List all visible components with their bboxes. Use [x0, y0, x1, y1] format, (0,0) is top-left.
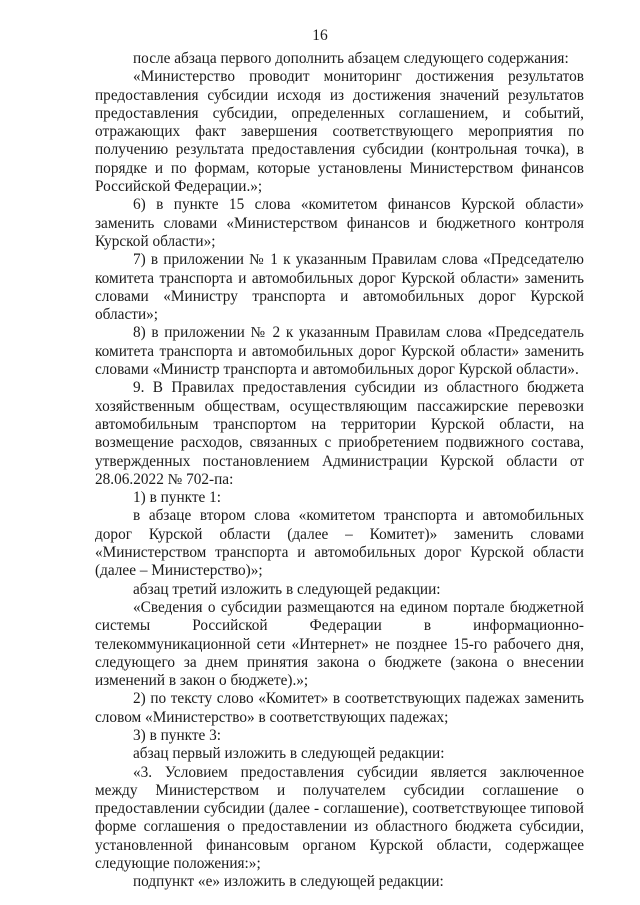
paragraph-sub-3: 3) в пункте 3: [133, 726, 222, 744]
paragraph-item-7: 7) в приложении № 1 к указанным Правилам слова «Председателю комитета транспорта и автомобильных дорог Курской области» заменить словами «Министру транспорта и автомобильных дорог Курской области»; [95, 251, 584, 324]
paragraph-sub-2: 2) по тексту слово «Комитет» в соответствующих падежах заменить словом «Министерство» в соответствующих падежах; [95, 690, 584, 726]
paragraph-item-8: 8) в приложении № 2 к указанным Правилам слова «Председатель комитета транспорта и автомобильных дорог Курской области» заменить словами «Министр транспорта и автомобильных дорог Курской области». [95, 324, 584, 379]
paragraph-subitem-e: подпункт «е» изложить в следующей редакции: [133, 873, 444, 891]
page-number: 16 [312, 27, 328, 44]
paragraph-sub-1: 1) в пункте 1: [133, 489, 222, 507]
paragraph-condition-quote: «3. Условием предоставления субсидии является заключенное между Министерством и получателем субсидии соглашение о предоставлении субсидии (далее - соглашение), соответствующее типовой форме соглашения о предоставлении из областного бюджета субсидии, установленной финансовым органом Курской области, содержащее следующие положения:»; [95, 763, 584, 873]
paragraph-section-9: 9. В Правилах предоставления субсидии из областного бюджета хозяйственным обществам, осуществляющим пассажирские перевозки автомобильным транспортом на территории Курской области, на возмещение расходов, связанных с приобретением подвижного состава, утвержденных постановлением Администрации Курской области от 28.06.2022 № 702-па: [95, 379, 584, 488]
paragraph-intro: после абзаца первого дополнить абзацем следующего содержания: [133, 50, 569, 67]
paragraph-first-abzac: абзац первый изложить в следующей редакции: [133, 745, 445, 763]
paragraph-third-abzac: абзац третий изложить в следующей редакции: [133, 580, 441, 598]
paragraph-second-abzac: в абзаце втором слова «комитетом транспорта и автомобильных дорог Курской области (далее – Комитет)» заменить словами «Министерством транспорта и автомобильных дорог Курской области (далее – Министерство)»; [95, 507, 584, 580]
paragraph-monitoring-quote: «Министерство проводит мониторинг достижения результатов предоставления субсидии исходя из достижения значений результатов предоставления субсидии, определенных соглашением, и событий, отражающих факт завершения соответствующего мероприятия по получению результата предоставления субсидии (контрольная точка), в порядке и по формам, которые установлены Министерством финансов Российской Федерации.»; [95, 68, 584, 196]
paragraph-item-6: 6) в пункте 15 слова «комитетом финансов Курской области» заменить словами «Министерством финансов и бюджетного контроля Курской области»; [95, 196, 584, 250]
document-body [95, 50, 584, 892]
paragraph-subsidy-info-quote: «Сведения о субсидии размещаются на едином портале бюджетной системы Российской Федерации в информационно-телекоммуникационной сети «Интернет» не позднее 15-го рабочего дня, следующего за днем принятия закона о бюджете (закона о внесении изменений в закон о бюджете).»; [95, 598, 584, 690]
